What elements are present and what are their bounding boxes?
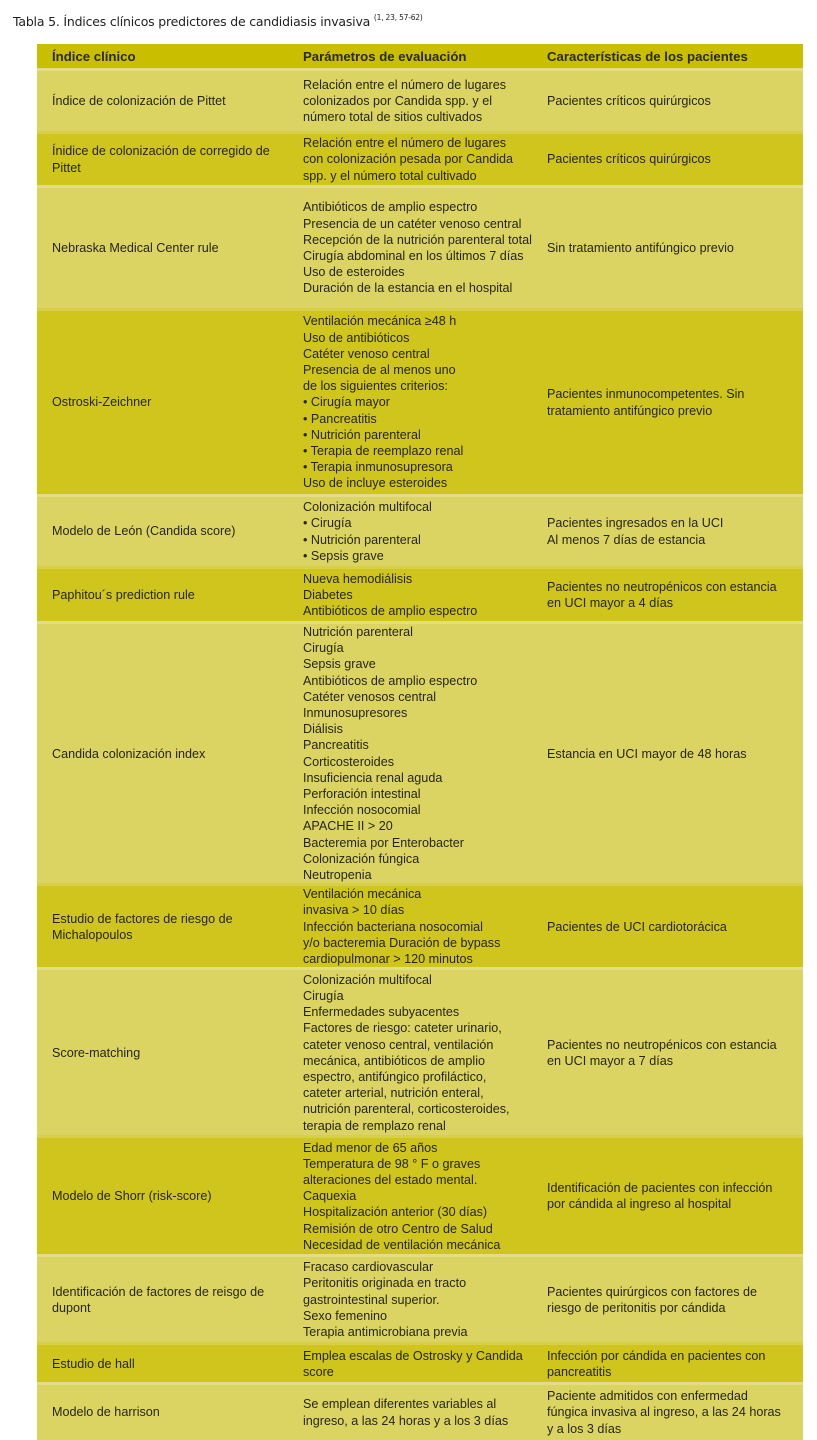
- patient-characteristic-line: Pacientes críticos quirúrgicos: [547, 93, 711, 108]
- parameter-line: Enfermedades subyacentes: [303, 1005, 460, 1020]
- parameter-line: Cirugía: [303, 988, 344, 1003]
- parameter-line: Relación entre el número de lugares: [303, 136, 507, 151]
- patient-characteristics-cell: [539, 496, 803, 568]
- parameter-line: Sepsis grave: [303, 657, 376, 672]
- parameter-line: ingreso, a las 24 horas y a los 3 días: [303, 1413, 509, 1428]
- table-row: [37, 1384, 803, 1440]
- parameter-line: Terapia antimicrobiana previa: [303, 1325, 468, 1340]
- header-patient-characteristics: Características de los pacientes: [539, 44, 803, 70]
- clinical-index-name: Índice de colonización de Pittet: [52, 93, 226, 108]
- parameter-line: • Cirugía: [303, 516, 352, 531]
- patient-characteristic-line: y a los 3 días: [547, 1421, 622, 1436]
- parameter-line: Uso de antibióticos: [303, 330, 410, 345]
- evaluation-parameters-cell: [295, 1384, 539, 1440]
- table-row: [37, 133, 803, 187]
- parameter-line: Hospitalización anterior (30 días): [303, 1205, 488, 1220]
- clinical-index-name: Modelo de harrison: [52, 1405, 160, 1420]
- table-row: [37, 496, 803, 568]
- parameter-line: Catéter venosos central: [303, 689, 437, 704]
- parameter-line: Remisión de otro Centro de Salud: [303, 1221, 493, 1236]
- evaluation-parameters-cell: [295, 969, 539, 1137]
- parameter-line: Diabetes: [303, 587, 353, 602]
- header-clinical-index: Índice clínico: [37, 44, 295, 70]
- clinical-index-cell: [37, 885, 295, 969]
- clinical-index-cell: [37, 1384, 295, 1440]
- parameter-line: Colonización multifocal: [303, 972, 432, 987]
- clinical-index-name: Nebraska Medical Center rule: [52, 240, 219, 255]
- clinical-index-cell: [37, 133, 295, 187]
- table-row: [37, 1137, 803, 1256]
- table-row: [37, 1256, 803, 1344]
- parameter-line: • Terapia de reemplazo renal: [303, 444, 464, 458]
- parameter-line: • Nutrición parenteral: [303, 427, 421, 442]
- parameter-line: Colonización fúngica: [303, 851, 420, 866]
- patient-characteristics-cell: [539, 1137, 803, 1256]
- parameter-line: Infección bacteriana nosocomial: [303, 919, 483, 934]
- patient-characteristic-line: en UCI mayor a 7 días: [547, 1053, 673, 1068]
- parameter-line: cateter venoso central, ventilación: [303, 1037, 494, 1052]
- caption-references: (1, 23, 57-62): [373, 13, 423, 22]
- parameter-line: Factores de riesgo: cateter urinario,: [303, 1021, 502, 1036]
- patient-characteristics-cell: [539, 133, 803, 187]
- table-row: [37, 70, 803, 133]
- parameter-line: Sexo femenino: [303, 1308, 388, 1323]
- parameter-line: mecánica, antibióticos de amplio: [303, 1053, 486, 1068]
- table-row: [37, 969, 803, 1137]
- evaluation-parameters-cell: [295, 1137, 539, 1256]
- patient-characteristic-line: Pacientes no neutropénicos con estancia: [547, 579, 777, 594]
- clinical-index-cell: [37, 1256, 295, 1344]
- clinical-index-name: Ínidice de colonización de corregido de Pittet: [52, 144, 270, 175]
- evaluation-parameters-cell: [295, 133, 539, 187]
- parameter-line: cardiopulmonar > 120 minutos: [303, 952, 473, 967]
- parameter-line: Bacteremia por Enterobacter: [303, 835, 465, 850]
- patient-characteristics-cell: [539, 1384, 803, 1440]
- parameter-line: Antibióticos de amplio espectro: [303, 200, 478, 215]
- clinical-index-cell: [37, 623, 295, 885]
- clinical-index-name: Estudio de factores de riesgo de Michalopoulos: [52, 911, 233, 942]
- parameter-line: Relación entre el número de lugares: [303, 77, 507, 92]
- parameter-line: • Nutrición parenteral: [303, 532, 421, 547]
- patient-characteristic-line: pancreatitis: [547, 1364, 612, 1379]
- table-row: [37, 187, 803, 310]
- patient-characteristic-line: Sin tratamiento antifúngico previo: [547, 240, 734, 255]
- parameter-line: cateter arterial, nutrición enteral,: [303, 1086, 484, 1101]
- patient-characteristics-cell: [539, 623, 803, 885]
- parameter-line: Duración de la estancia en el hospital: [303, 281, 513, 296]
- patient-characteristic-line: fúngica invasiva al ingreso, a las 24 horas: [547, 1405, 781, 1420]
- patient-characteristics-cell: [539, 310, 803, 496]
- parameter-line: Temperatura de 98 ° F o graves: [303, 1156, 481, 1171]
- patient-characteristics-cell: [539, 70, 803, 133]
- parameter-line: • Sepsis grave: [303, 548, 384, 563]
- evaluation-parameters-cell: [295, 496, 539, 568]
- clinical-index-cell: [37, 70, 295, 133]
- clinical-index-name: Ostroski-Zeichner: [52, 395, 152, 410]
- evaluation-parameters-cell: [295, 70, 539, 133]
- patient-characteristic-line: Infección por cándida en pacientes con: [547, 1348, 766, 1363]
- patient-characteristics-cell: [539, 885, 803, 969]
- evaluation-parameters-cell: [295, 1256, 539, 1344]
- evaluation-parameters-cell: [295, 623, 539, 885]
- parameter-line: Peritonitis originada en tracto: [303, 1276, 467, 1291]
- clinical-index-name: Modelo de León (Candida score): [52, 524, 236, 539]
- parameter-line: Infección nosocomial: [303, 803, 421, 818]
- parameter-line: colonizados por Candida spp. y el: [303, 93, 493, 108]
- table-row: [37, 1344, 803, 1384]
- parameter-line: APACHE II > 20: [303, 819, 393, 834]
- table-row: [37, 623, 803, 885]
- parameter-line: • Pancreatitis: [303, 411, 377, 426]
- evaluation-parameters-cell: [295, 568, 539, 623]
- parameter-line: con colonización pesada por Candida: [303, 152, 514, 167]
- clinical-index-cell: [37, 187, 295, 310]
- clinical-index-cell: [37, 969, 295, 1137]
- clinical-index-cell: [37, 496, 295, 568]
- clinical-indices-table: [37, 44, 803, 1440]
- clinical-index-name: Paphitou´s prediction rule: [52, 587, 195, 602]
- patient-characteristic-line: Pacientes de UCI cardiotorácica: [547, 919, 727, 934]
- evaluation-parameters-cell: [295, 885, 539, 969]
- patient-characteristic-line: riesgo de peritonitis por cándida: [547, 1300, 726, 1315]
- parameter-line: Necesidad de ventilación mecánica: [303, 1237, 501, 1252]
- parameter-line: Ventilación mecánica ≥48 h: [303, 314, 457, 329]
- parameter-line: Antibióticos de amplio espectro: [303, 673, 478, 688]
- parameter-line: Corticosteroides: [303, 754, 394, 769]
- parameter-line: • Terapia inmunosupresora: [303, 460, 453, 475]
- evaluation-parameters-cell: [295, 1344, 539, 1384]
- parameter-line: Pancreatitis: [303, 738, 369, 753]
- table-row: [37, 568, 803, 623]
- parameter-line: Uso de esteroides: [303, 265, 405, 280]
- parameter-line: Emplea escalas de Ostrosky y Candida: [303, 1348, 523, 1363]
- patient-characteristic-line: Paciente admitidos con enfermedad: [547, 1389, 748, 1404]
- table-row: [37, 310, 803, 496]
- patient-characteristic-line: Pacientes quirúrgicos con factores de: [547, 1284, 758, 1299]
- clinical-index-name: Candida colonización index: [52, 746, 206, 761]
- patient-characteristics-cell: [539, 187, 803, 310]
- parameter-line: gastrointestinal superior.: [303, 1292, 440, 1307]
- parameter-line: Neutropenia: [303, 868, 372, 883]
- evaluation-parameters-cell: [295, 310, 539, 496]
- parameter-line: Colonización multifocal: [303, 500, 432, 515]
- patient-characteristic-line: Identificación de pacientes con infección: [547, 1181, 773, 1196]
- parameter-line: terapia de remplazo renal: [303, 1118, 446, 1133]
- table-header-row: [37, 44, 803, 70]
- parameter-line: Cirugía: [303, 641, 344, 656]
- patient-characteristics-cell: [539, 1344, 803, 1384]
- table-body: [37, 70, 803, 1440]
- caption-title: Tabla 5. Índices clínicos predictores de candidiasis invasiva: [13, 14, 371, 30]
- parameter-line: Presencia de al menos uno: [303, 362, 456, 377]
- patient-characteristic-line: Pacientes ingresados en la UCI: [547, 516, 724, 531]
- parameter-line: Edad menor de 65 años: [303, 1140, 438, 1155]
- parameter-line: y/o bacteremia Duración de bypass: [303, 935, 501, 950]
- parameter-line: Recepción de la nutrición parenteral total: [303, 232, 532, 247]
- parameter-line: spp. y el número total cultivado: [303, 168, 477, 183]
- parameter-line: Fracaso cardiovascular: [303, 1260, 434, 1275]
- clinical-index-cell: [37, 568, 295, 623]
- patient-characteristics-cell: [539, 568, 803, 623]
- parameter-line: Uso de incluye esteroides: [303, 476, 448, 491]
- patient-characteristic-line: por cándida al ingreso al hospital: [547, 1197, 732, 1212]
- parameter-line: Cirugía abdominal en los últimos 7 días: [303, 249, 524, 263]
- parameter-line: Perforación intestinal: [303, 787, 421, 802]
- clinical-index-cell: [37, 310, 295, 496]
- parameter-line: Ventilación mecánica: [303, 887, 422, 902]
- parameter-line: espectro, antifúngico profiláctico,: [303, 1069, 487, 1084]
- patient-characteristic-line: Al menos 7 días de estancia: [547, 532, 706, 547]
- clinical-index-name: Modelo de Shorr (risk-score): [52, 1189, 212, 1204]
- parameter-line: Catéter venoso central: [303, 346, 430, 361]
- parameter-line: de los siguientes criterios:: [303, 379, 448, 394]
- parameter-line: Antibióticos de amplio espectro: [303, 604, 478, 619]
- clinical-index-name: Score-matching: [52, 1045, 141, 1060]
- parameter-line: nutrición parenteral, corticosteroides,: [303, 1102, 510, 1117]
- parameter-line: Nueva hemodiálisis: [303, 571, 413, 586]
- parameter-line: alteraciones del estado mental.: [303, 1172, 478, 1187]
- parameter-line: Insuficiencia renal aguda: [303, 770, 443, 785]
- clinical-index-cell: [37, 1137, 295, 1256]
- parameter-line: Diálisis: [303, 722, 343, 737]
- patient-characteristic-line: Estancia en UCI mayor de 48 horas: [547, 746, 747, 761]
- table-row: [37, 885, 803, 969]
- parameter-line: score: [303, 1364, 334, 1379]
- patient-characteristic-line: Pacientes inmunocompetentes. Sin: [547, 387, 745, 402]
- parameter-line: • Cirugía mayor: [303, 395, 390, 410]
- parameter-line: invasiva > 10 días: [303, 903, 405, 918]
- header-evaluation-parameters: Parámetros de evaluación: [295, 44, 539, 70]
- patient-characteristic-line: tratamiento antifúngico previo: [547, 403, 713, 418]
- clinical-index-name: Identificación de factores de reisgo de dupont: [52, 1284, 265, 1315]
- clinical-index-name: Estudio de hall: [52, 1356, 135, 1371]
- patient-characteristic-line: Pacientes no neutropénicos con estancia: [547, 1037, 777, 1052]
- patient-characteristic-line: Pacientes críticos quirúrgicos: [547, 152, 711, 167]
- parameter-line: número total de sitios cultivados: [303, 110, 483, 125]
- patient-characteristic-line: en UCI mayor a 4 días: [547, 596, 673, 610]
- parameter-line: Presencia de un catéter venoso central: [303, 216, 522, 231]
- parameter-line: Nutrición parenteral: [303, 625, 413, 639]
- clinical-index-cell: [37, 1344, 295, 1384]
- parameter-line: Se emplean diferentes variables al: [303, 1397, 497, 1412]
- evaluation-parameters-cell: [295, 187, 539, 310]
- patient-characteristics-cell: [539, 969, 803, 1137]
- parameter-line: Caquexia: [303, 1189, 357, 1204]
- patient-characteristics-cell: [539, 1256, 803, 1344]
- table-caption: [13, 14, 423, 29]
- parameter-line: Inmunosupresores: [303, 706, 408, 721]
